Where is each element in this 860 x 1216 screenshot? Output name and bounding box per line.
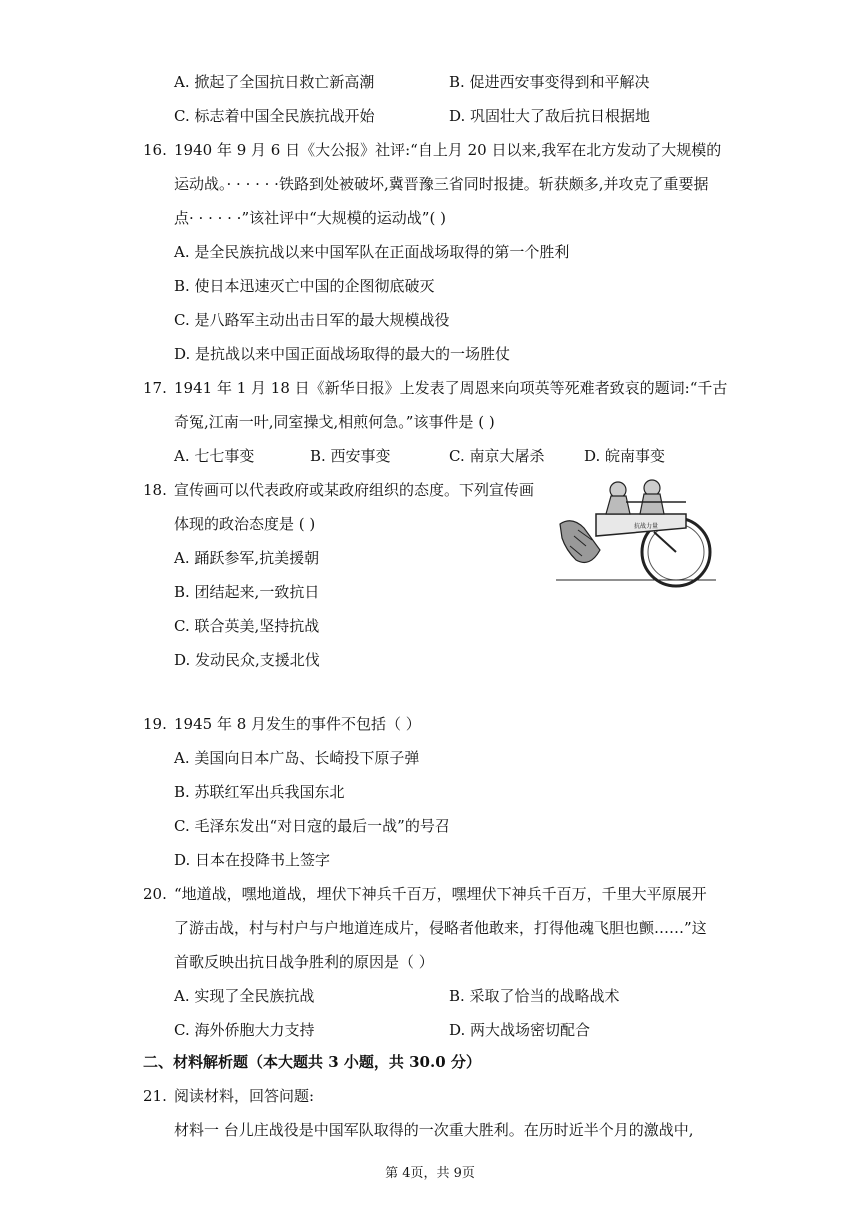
q20-option-b: B. 采取了恰当的战略战术 (449, 987, 620, 1005)
q16-option-b: B. 使日本迅速灭亡中国的企图彻底破灭 (174, 277, 435, 295)
q18-option-c: C. 联合英美,坚持抗战 (174, 617, 320, 635)
question-text: 宣传画可以代表政府或某政府组织的态度。下列宣传画 (174, 481, 535, 499)
question-number: 20. (143, 885, 167, 903)
q20-option-d: D. 两大战场密切配合 (449, 1021, 591, 1039)
cartoon-label: 抗战力量 (634, 523, 659, 530)
question-text: “地道战，嘿地道战，埋伏下神兵千百万，嘿埋伏下神兵千百万，千里大平原展开 (174, 885, 707, 903)
q19-option-c: C. 毛泽东发出“对日寇的最后一战”的号召 (174, 817, 450, 835)
question-text: 阅读材料，回答问题: (174, 1087, 315, 1105)
q17-option-c: C. 南京大屠杀 (449, 447, 545, 465)
q18-option-d: D. 发动民众,支援北伐 (174, 651, 320, 669)
q15-option-d: D. 巩固壮大了敌后抗日根据地 (449, 107, 651, 125)
q19-option-b: B. 苏联红军出兵我国东北 (174, 783, 345, 801)
q16-option-d: D. 是抗战以来中国正面战场取得的最大的一场胜仗 (174, 345, 511, 363)
q15-option-b: B. 促进西安事变得到和平解决 (449, 73, 650, 91)
question-text: 1940 年 9 月 6 日《大公报》社评:“自上月 20 日以来,我军在北方发动了大规模的 (174, 141, 722, 159)
question-text: 1941 年 1 月 18 日《新华日报》上发表了周恩来向项英等死难者致哀的题词:“千古 (174, 379, 728, 397)
question-number: 19. (143, 715, 167, 733)
question-text: 奇冤,江南一叶,同室操戈,相煎何急。”该事件是 ( ) (174, 413, 495, 431)
q18-option-a: A. 踊跃参军,抗美援朝 (174, 549, 320, 567)
question-text: 1945 年 8 月发生的事件不包括（ ） (174, 715, 421, 733)
question-number: 17. (143, 379, 167, 397)
q18-option-b: B. 团结起来,一致抗日 (174, 583, 320, 601)
q19-option-d: D. 日本在投降书上签字 (174, 851, 331, 869)
q16-option-c: C. 是八路军主动出击日军的最大规模战役 (174, 311, 450, 329)
page-footer: 第 4页，共 9页 (385, 1166, 475, 1181)
q15-option-c: C. 标志着中国全民族抗战开始 (174, 107, 375, 125)
question-number: 16. (143, 141, 167, 159)
q15-option-a: A. 掀起了全国抗日救亡新高潮 (174, 73, 375, 91)
question-number: 18. (143, 481, 167, 499)
propaganda-cartoon-image (556, 476, 716, 592)
q20-option-c: C. 海外侨胞大力支持 (174, 1021, 315, 1039)
section-title: 二、材料解析题（本大题共 3 小题，共 30.0 分） (143, 1053, 481, 1071)
question-text: 体现的政治态度是 ( ) (174, 515, 316, 533)
question-number: 21. (143, 1087, 167, 1105)
material-text: 材料一 台儿庄战役是中国军队取得的一次重大胜利。在历时近半个月的激战中, (174, 1121, 694, 1139)
q17-option-b: B. 西安事变 (310, 447, 391, 465)
question-text: 首歌反映出抗日战争胜利的原因是（ ） (174, 953, 434, 971)
q16-option-a: A. 是全民族抗战以来中国军队在正面战场取得的第一个胜利 (174, 243, 570, 261)
q17-option-d: D. 皖南事变 (584, 447, 666, 465)
q20-option-a: A. 实现了全民族抗战 (174, 987, 315, 1005)
question-text: 运动战。· · · · · ·铁路到处被破坏,冀晋豫三省同时报捷。斩获颇多,并攻克了重要据 (174, 175, 709, 193)
q19-option-a: A. 美国向日本广岛、长崎投下原子弹 (174, 749, 420, 767)
question-text: 点· · · · · ·”该社评中“大规模的运动战”( ) (174, 209, 446, 227)
q17-option-a: A. 七七事变 (174, 447, 255, 465)
question-text: 了游击战，村与村户与户地道连成片，侵略者他敢来，打得他魂飞胆也颤……”这 (174, 919, 707, 937)
